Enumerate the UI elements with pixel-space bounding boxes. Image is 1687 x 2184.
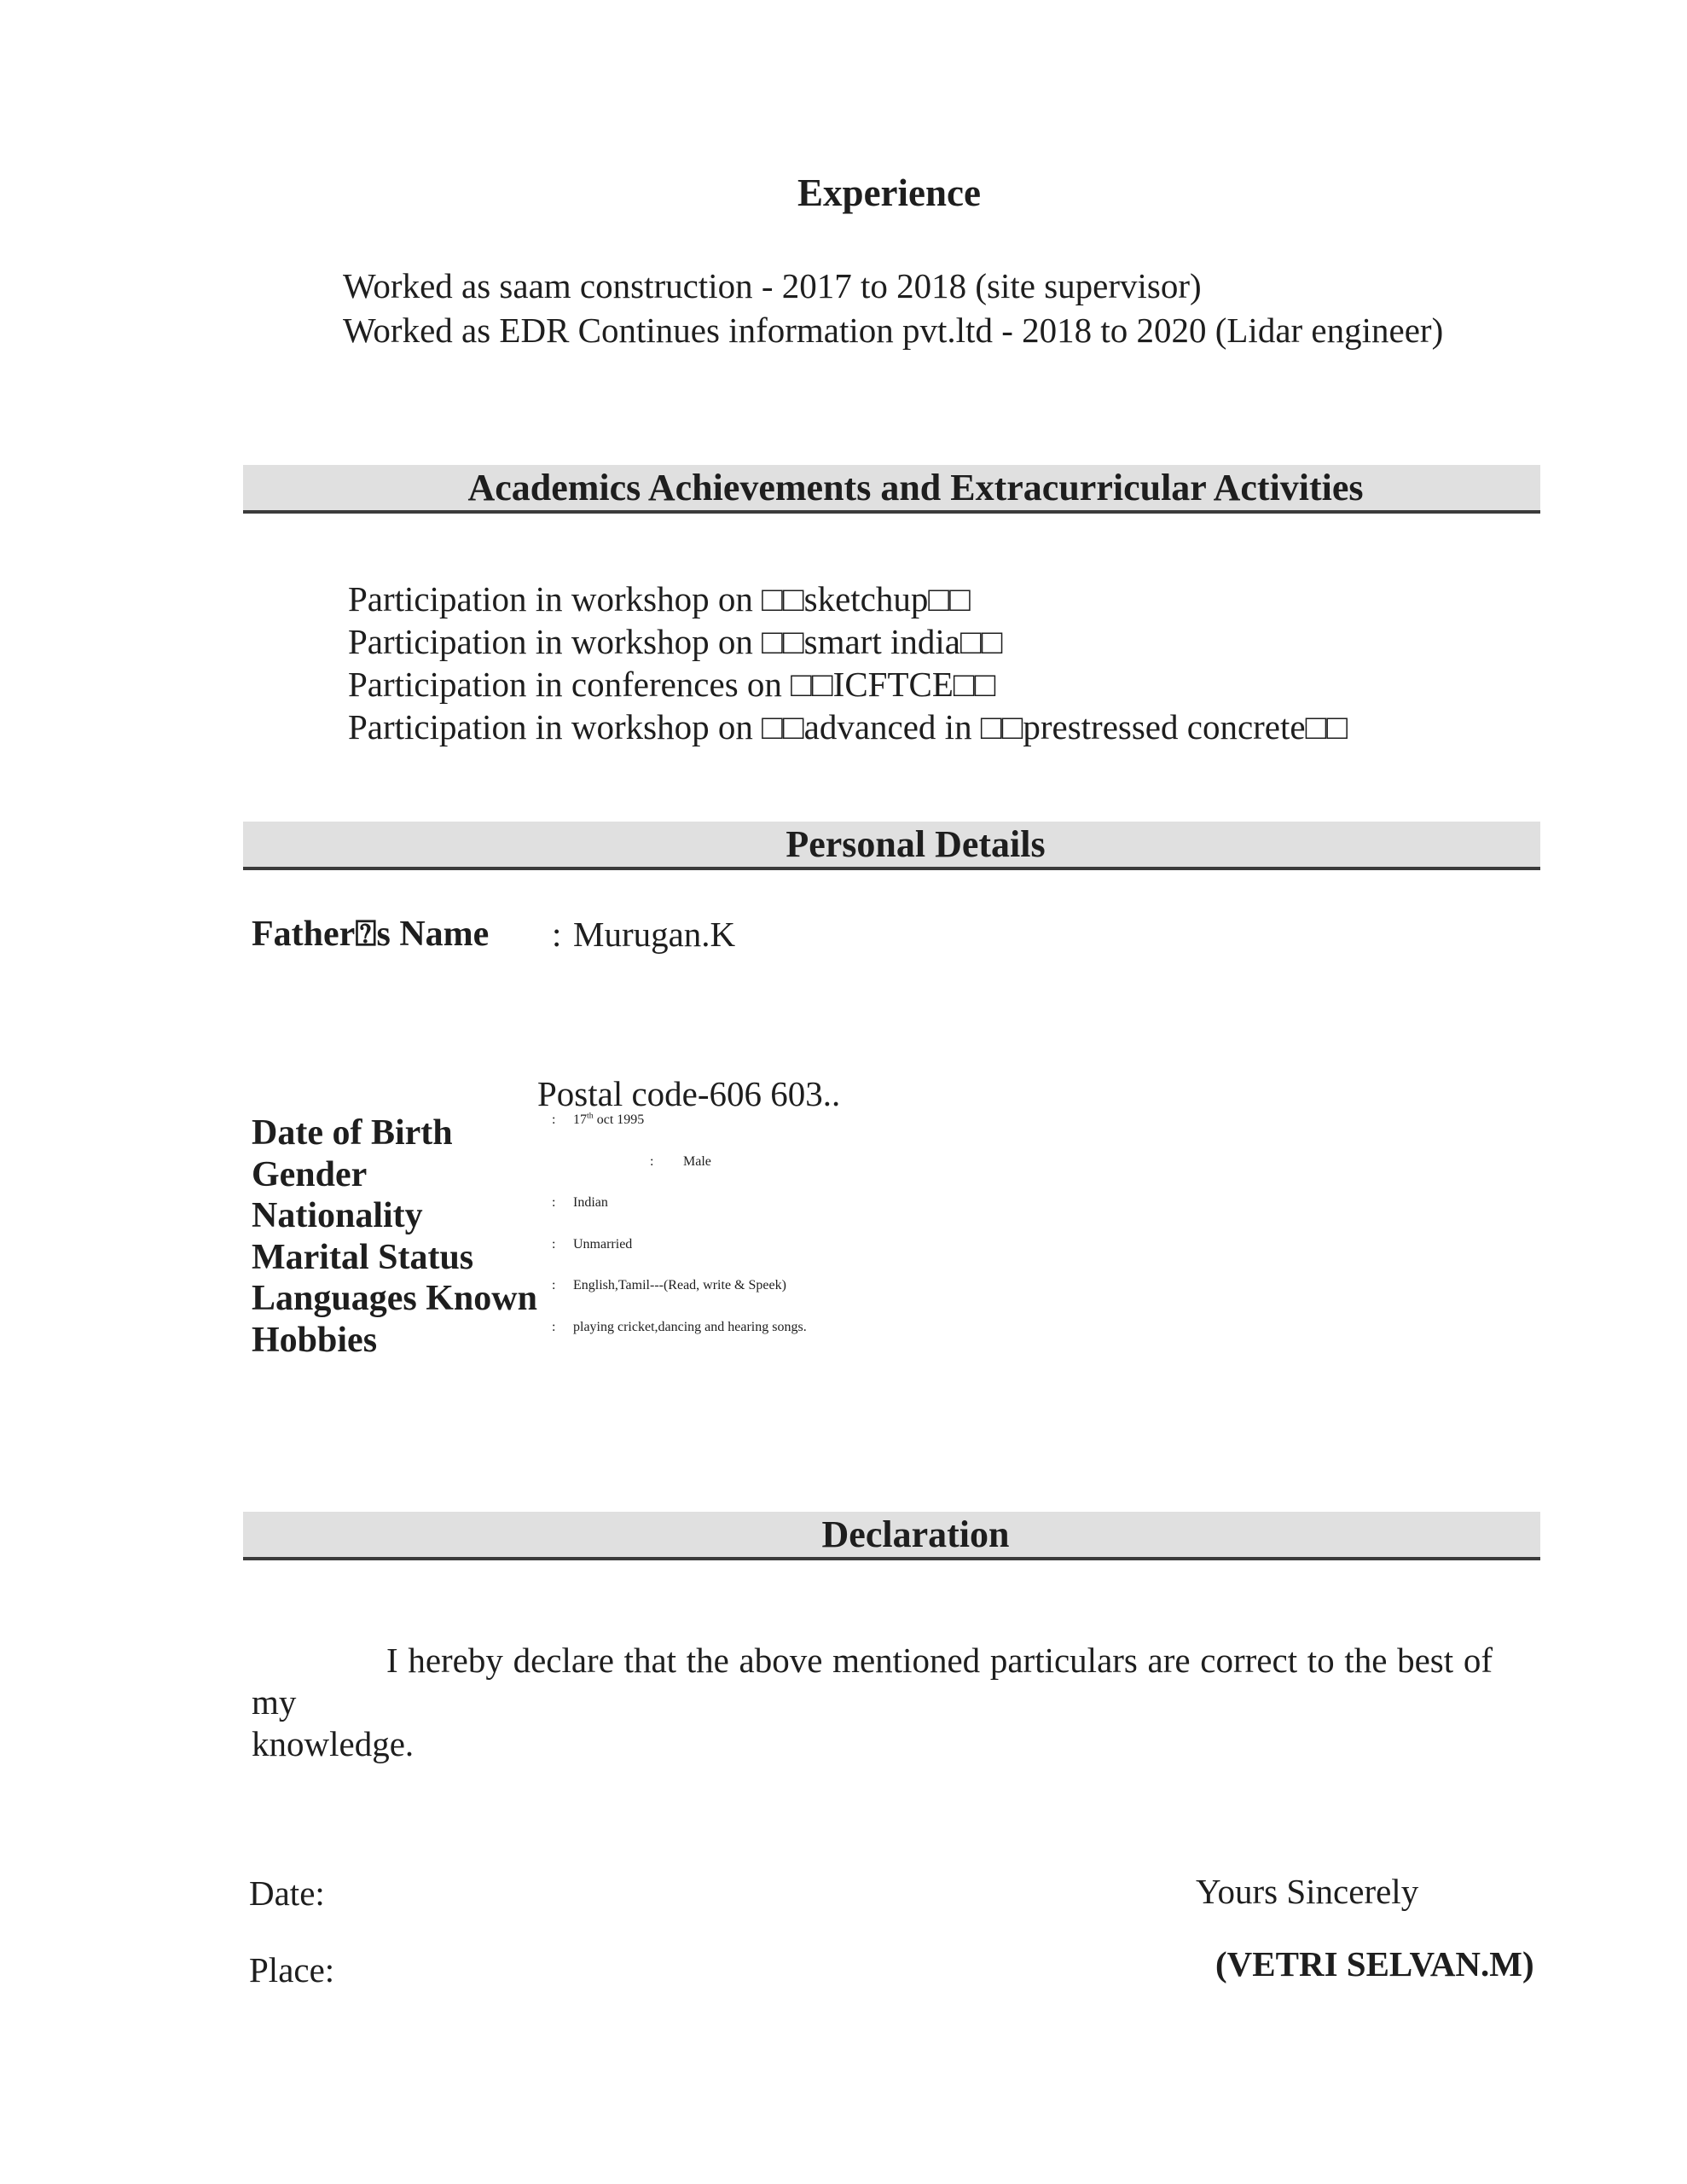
dob-ordinal-suffix: th: [587, 1111, 594, 1121]
declaration-section-title: Declaration: [821, 1513, 1010, 1555]
achievement-item: Participation in conferences on □□ICFTCE□□: [348, 665, 996, 704]
detail-value: Male: [683, 1153, 711, 1169]
detail-colon: :: [650, 1153, 654, 1169]
dob-day: 17: [573, 1112, 587, 1127]
detail-value: playing cricket,dancing and hearing songs.: [573, 1319, 807, 1334]
detail-label: Gender: [252, 1154, 368, 1194]
detail-label: Marital Status: [252, 1237, 474, 1277]
detail-label: Nationality: [252, 1196, 423, 1235]
dob-month-year: oct 1995: [593, 1112, 645, 1127]
experience-entry: Worked as EDR Continues information pvt.ltd - 2018 to 2020 (Lidar engineer): [343, 311, 1444, 350]
detail-row-gender: [252, 1154, 1531, 1196]
section-band-declaration: [243, 1512, 1540, 1560]
personal-details-rows: [252, 1112, 1531, 1361]
experience-title: Experience: [797, 171, 981, 214]
detail-colon: :: [552, 1195, 556, 1210]
place-label: Place:: [249, 1950, 335, 1989]
date-label: Date:: [249, 1873, 325, 1913]
detail-value: English,Tamil---(Read, write & Speek): [573, 1278, 786, 1292]
signatory-name: (VETRI SELVAN.M): [1215, 1944, 1534, 1984]
detail-colon: :: [552, 915, 562, 954]
declaration-line: I hereby declare that the above mentioned particulars are correct to the best of my: [252, 1641, 1493, 1722]
section-band-academics: [243, 465, 1540, 514]
declaration-paragraph: [252, 1640, 1493, 1765]
detail-value: [573, 1112, 644, 1128]
achievement-item: Participation in workshop on □□sketchup□□: [348, 579, 971, 619]
detail-value: Indian: [573, 1195, 608, 1210]
detail-value: Unmarried: [573, 1236, 633, 1252]
address-postal-line: Postal code-606 603..: [537, 1074, 841, 1113]
detail-colon: :: [552, 1236, 556, 1252]
detail-row-marital-status: [252, 1237, 1531, 1279]
declaration-line: knowledge.: [252, 1724, 415, 1763]
achievement-item: Participation in workshop on □□smart india□□: [348, 622, 1003, 661]
experience-entry: Worked as saam construction - 2017 to 2018 (site supervisor): [343, 266, 1202, 305]
detail-label: Hobbies: [252, 1320, 378, 1360]
detail-colon: :: [552, 1112, 556, 1127]
detail-row-date-of-birth: [252, 1112, 1531, 1154]
detail-value: Murugan.K: [573, 915, 736, 954]
achievements-list: [348, 578, 1348, 748]
detail-row-hobbies: [252, 1320, 1531, 1362]
detail-row-nationality: [252, 1195, 1531, 1237]
detail-colon: :: [552, 1278, 556, 1292]
detail-label: Languages Known: [252, 1279, 537, 1318]
section-band-personal-details: [243, 822, 1540, 870]
detail-label: Date of Birth: [252, 1113, 453, 1153]
academics-section-title: Academics Achievements and Extracurricular Activities: [467, 467, 1364, 508]
closing-salutation: Yours Sincerely: [1196, 1872, 1419, 1911]
detail-row-languages-known: [252, 1278, 1531, 1320]
achievement-item: Participation in workshop on □□advanced in □□prestressed concrete□□: [348, 707, 1348, 746]
experience-entries: [343, 264, 1443, 352]
detail-label: Father⍰s Name: [252, 915, 490, 954]
detail-colon: :: [552, 1319, 556, 1334]
personal-details-section-title: Personal Details: [786, 823, 1046, 865]
